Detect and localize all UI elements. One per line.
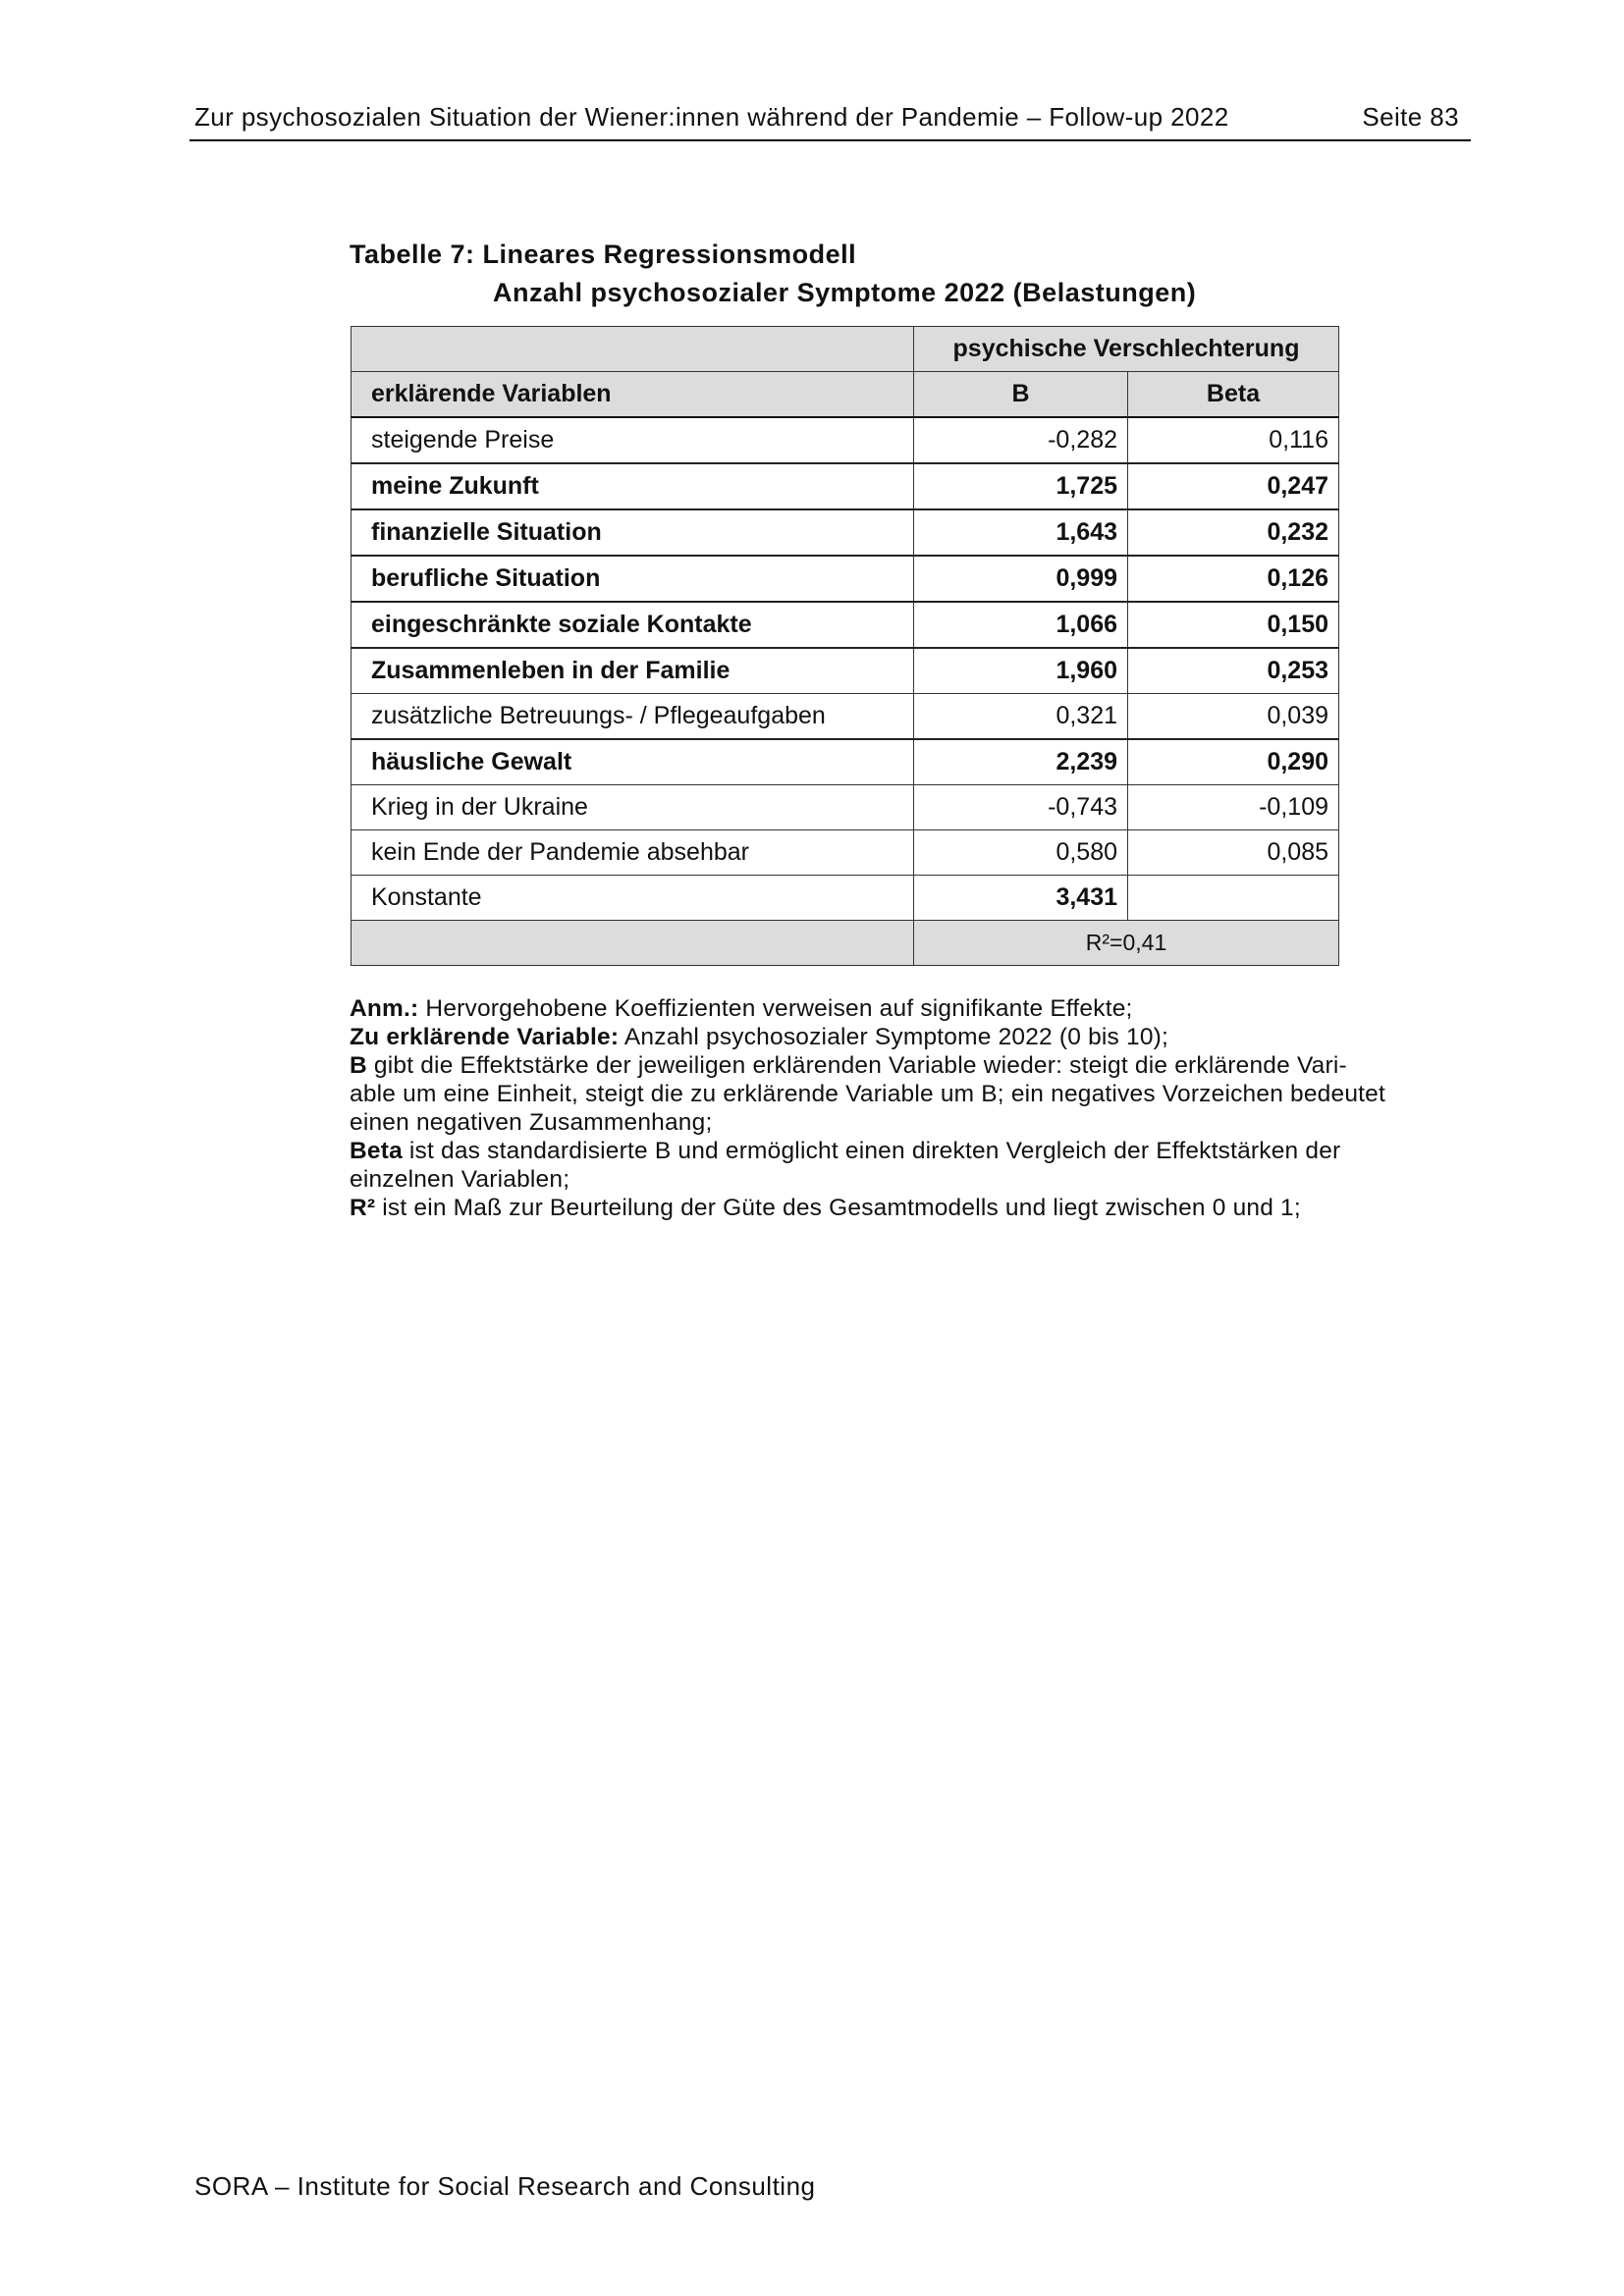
table-row — [352, 739, 1339, 785]
table-row — [352, 602, 1339, 648]
row-label: kein Ende der Pandemie absehbar — [352, 830, 914, 876]
table-header-row-1 — [352, 327, 1339, 372]
row-b-value: 1,960 — [914, 648, 1128, 694]
r-squared-row — [352, 921, 1339, 966]
row-b-value: 1,643 — [914, 509, 1128, 556]
row-b-value: -0,743 — [914, 785, 1128, 830]
note-b: B gibt die Effektstärke der jeweiligen erklärenden Variable wieder: steigt die erklärende Vari- — [350, 1052, 1347, 1079]
row-b-value: 0,580 — [914, 830, 1128, 876]
row-label: zusätzliche Betreuungs- / Pflegeaufgaben — [352, 694, 914, 740]
header-empty-cell — [352, 327, 914, 372]
column-header-beta: Beta — [1128, 372, 1339, 418]
table-row — [352, 556, 1339, 602]
note-b-line-2: able um eine Einheit, steigt die zu erklärende Variable um B; ein negatives Vorzeichen bedeutet — [350, 1081, 1385, 1107]
row-b-value: 2,239 — [914, 739, 1128, 785]
column-header-variable: erklärende Variablen — [352, 372, 914, 418]
constant-label: Konstante — [352, 876, 914, 921]
group-header: psychische Verschlechterung — [914, 327, 1339, 372]
note-r-squared: R² ist ein Maß zur Beurteilung der Güte des Gesamtmodells und liegt zwischen 0 und 1; — [350, 1195, 1301, 1221]
row-beta-value: 0,116 — [1128, 417, 1339, 463]
row-beta-value: 0,126 — [1128, 556, 1339, 602]
row-label: meine Zukunft — [352, 463, 914, 509]
row-label: Zusammenleben in der Familie — [352, 648, 914, 694]
row-b-value: 0,999 — [914, 556, 1128, 602]
row-label: finanzielle Situation — [352, 509, 914, 556]
column-header-b: B — [914, 372, 1128, 418]
row-label: häusliche Gewalt — [352, 739, 914, 785]
note-dependent-variable: Zu erklärende Variable: Anzahl psychosozialer Symptome 2022 (0 bis 10); — [350, 1024, 1169, 1050]
table-row — [352, 463, 1339, 509]
table-caption — [350, 236, 1196, 312]
row-beta-value: 0,085 — [1128, 830, 1339, 876]
row-label: berufliche Situation — [352, 556, 914, 602]
row-b-value: 0,321 — [914, 694, 1128, 740]
row-b-value: 1,725 — [914, 463, 1128, 509]
row-beta-value: 0,150 — [1128, 602, 1339, 648]
table-row — [352, 509, 1339, 556]
row-b-value: -0,282 — [914, 417, 1128, 463]
row-b-value: 1,066 — [914, 602, 1128, 648]
r-squared-empty-cell — [352, 921, 914, 966]
caption-line-2: Anzahl psychosozialer Symptome 2022 (Belastungen) — [493, 278, 1197, 307]
row-beta-value: 0,232 — [1128, 509, 1339, 556]
row-label: Krieg in der Ukraine — [352, 785, 914, 830]
table-notes — [350, 994, 1479, 1222]
r-squared-value: R²=0,41 — [914, 921, 1339, 966]
page-footer: SORA – Institute for Social Research and Consulting — [194, 2171, 816, 2201]
table-row — [352, 694, 1339, 740]
note-b-line-3: einen negativen Zusammenhang; — [350, 1109, 713, 1136]
page-header — [189, 100, 1471, 141]
row-beta-value: 0,247 — [1128, 463, 1339, 509]
row-label: steigende Preise — [352, 417, 914, 463]
constant-beta-empty — [1128, 876, 1339, 921]
constant-b-value: 3,431 — [914, 876, 1128, 921]
table-row — [352, 785, 1339, 830]
row-beta-value: 0,039 — [1128, 694, 1339, 740]
constant-row — [352, 876, 1339, 921]
regression-table — [351, 326, 1339, 966]
caption-line-1: Tabelle 7: Lineares Regressionsmodell — [350, 240, 857, 269]
table-row — [352, 648, 1339, 694]
note-beta: Beta ist das standardisierte B und ermöglicht einen direkten Vergleich der Effektstärken der — [350, 1138, 1341, 1164]
table-row — [352, 830, 1339, 876]
table-header-row-2 — [352, 372, 1339, 418]
page-number: Seite 83 — [1362, 102, 1459, 132]
row-beta-value: -0,109 — [1128, 785, 1339, 830]
header-title: Zur psychosozialen Situation der Wiener:innen während der Pandemie – Follow-up 2022 — [194, 102, 1229, 132]
table-row — [352, 417, 1339, 463]
row-beta-value: 0,253 — [1128, 648, 1339, 694]
note-anm: Anm.: Hervorgehobene Koeffizienten verweisen auf signifikante Effekte; — [350, 995, 1133, 1022]
note-beta-line-2: einzelnen Variablen; — [350, 1166, 570, 1193]
row-beta-value: 0,290 — [1128, 739, 1339, 785]
row-label: eingeschränkte soziale Kontakte — [352, 602, 914, 648]
